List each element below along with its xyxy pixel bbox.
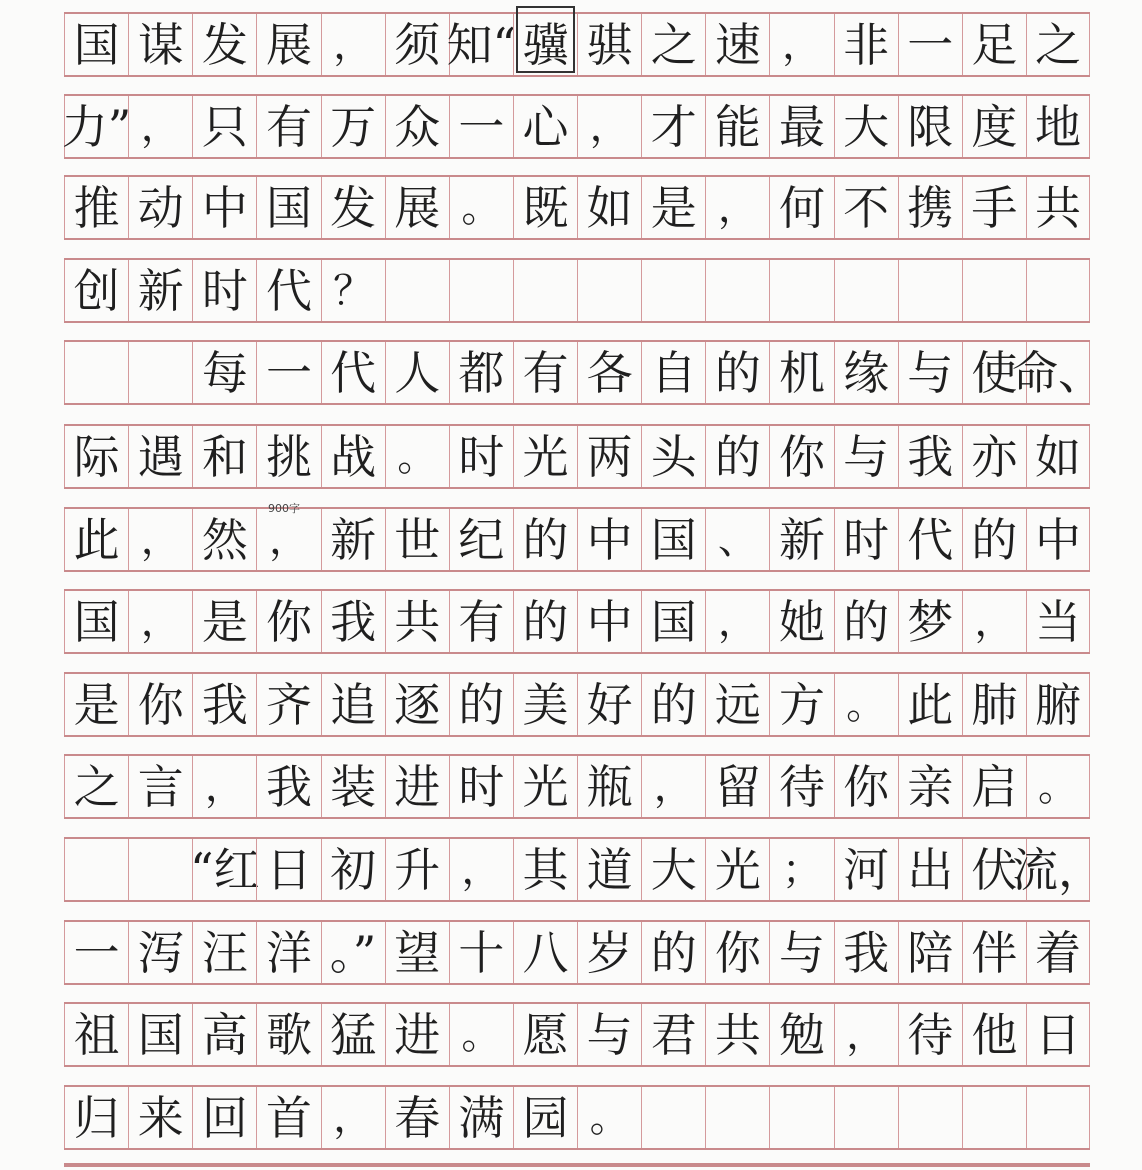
grid-cell: 方 <box>769 674 833 735</box>
grid-cell: 是 <box>64 674 128 735</box>
grid-cell: 中 <box>577 591 641 652</box>
grid-cell: 一 <box>256 342 320 403</box>
grid-cell: 之 <box>641 14 705 75</box>
grid-row <box>64 920 1090 985</box>
grid-cell: 你 <box>705 922 769 983</box>
grid-cell: 非 <box>834 14 898 75</box>
grid-cell: 你 <box>128 674 192 735</box>
grid-cell: 启 <box>962 756 1026 817</box>
grid-cell: 头 <box>641 426 705 487</box>
grid-cell: 亦 <box>962 426 1026 487</box>
grid-cell: ， <box>705 177 769 238</box>
grid-cell: 此 <box>64 509 128 570</box>
grid-cell: 与 <box>898 342 962 403</box>
grid-cell: 共 <box>1026 177 1090 238</box>
grid-cell: 回 <box>192 1087 256 1148</box>
grid-row <box>64 507 1090 572</box>
grid-cell: 的 <box>641 674 705 735</box>
grid-cell: 的 <box>705 426 769 487</box>
grid-cell <box>385 260 449 321</box>
grid-cell: 有 <box>449 591 513 652</box>
grid-cell: 战 <box>321 426 385 487</box>
grid-cell <box>769 1087 833 1148</box>
grid-cell: 光 <box>513 426 577 487</box>
grid-cell: ， <box>641 756 705 817</box>
grid-cell: 着 <box>1026 922 1090 983</box>
grid-cell: 待 <box>769 756 833 817</box>
grid-cell: 八 <box>513 922 577 983</box>
grid-cell: 梦 <box>898 591 962 652</box>
grid-cell: 满 <box>449 1087 513 1148</box>
grid-cell: 创 <box>64 260 128 321</box>
grid-cell: 来 <box>128 1087 192 1148</box>
grid-cell <box>64 839 128 900</box>
grid-row <box>64 1085 1090 1150</box>
grid-bottom-border <box>64 1163 1090 1167</box>
grid-cell: 的 <box>705 342 769 403</box>
grid-cell: 缘 <box>834 342 898 403</box>
grid-cell: 动 <box>128 177 192 238</box>
grid-cell <box>1026 1087 1090 1148</box>
grid-cell: ， <box>192 756 256 817</box>
grid-row <box>64 340 1104 405</box>
grid-cell: 祖 <box>64 1004 128 1065</box>
grid-row <box>64 589 1090 654</box>
grid-cell: 之 <box>64 756 128 817</box>
grid-cell: 能 <box>705 96 769 157</box>
grid-cell: ， <box>128 509 192 570</box>
grid-cell: 的 <box>513 509 577 570</box>
grid-cell: 和 <box>192 426 256 487</box>
grid-cell: 代 <box>256 260 320 321</box>
grid-cell: 新 <box>769 509 833 570</box>
grid-cell: 中 <box>192 177 256 238</box>
grid-cell: 才 <box>641 96 705 157</box>
grid-cell: 手 <box>962 177 1026 238</box>
grid-cell: 勉 <box>769 1004 833 1065</box>
grid-cell: 的 <box>962 509 1026 570</box>
grid-cell: 骐 <box>577 14 641 75</box>
grid-cell: 代 <box>898 509 962 570</box>
grid-cell: 我 <box>898 426 962 487</box>
grid-cell: 新 <box>128 260 192 321</box>
grid-cell: 代 <box>321 342 385 403</box>
grid-cell: 推 <box>64 177 128 238</box>
grid-cell: 。 <box>1026 756 1090 817</box>
grid-cell: 洋 <box>256 922 320 983</box>
grid-cell: 使 <box>962 342 1026 403</box>
grid-row <box>64 754 1090 819</box>
grid-cell: 我 <box>256 756 320 817</box>
grid-cell: 齐 <box>256 674 320 735</box>
grid-cell: 国 <box>64 14 128 75</box>
grid-cell: 她 <box>769 591 833 652</box>
grid-cell: 春 <box>385 1087 449 1148</box>
grid-cell: 愿 <box>513 1004 577 1065</box>
grid-row <box>64 672 1090 737</box>
grid-cell: 猛 <box>321 1004 385 1065</box>
grid-cell: 国 <box>641 509 705 570</box>
grid-cell: 美 <box>513 674 577 735</box>
grid-cell: 言 <box>128 756 192 817</box>
grid-cell: 日 <box>1026 1004 1090 1065</box>
grid-cell: 心 <box>513 96 577 157</box>
grid-cell: 待 <box>898 1004 962 1065</box>
grid-row <box>64 175 1090 240</box>
grid-cell: 归 <box>64 1087 128 1148</box>
grid-cell: ， <box>962 591 1026 652</box>
grid-cell: 只 <box>192 96 256 157</box>
grid-cell <box>128 839 192 900</box>
grid-cell: 。 <box>449 1004 513 1065</box>
grid-cell <box>705 1087 769 1148</box>
grid-cell: 度 <box>962 96 1026 157</box>
grid-cell: 国 <box>128 1004 192 1065</box>
grid-cell: ， <box>705 591 769 652</box>
grid-cell: ， <box>577 96 641 157</box>
grid-cell: 时 <box>449 756 513 817</box>
grid-row <box>61 94 1090 159</box>
grid-cell <box>962 260 1026 321</box>
grid-cell: 骥 <box>513 14 577 75</box>
grid-cell <box>449 260 513 321</box>
grid-cell <box>513 260 577 321</box>
grid-cell: 地 <box>1026 96 1090 157</box>
grid-cell: 肺 <box>962 674 1026 735</box>
grid-cell: 装 <box>321 756 385 817</box>
grid-cell <box>705 260 769 321</box>
grid-cell: 挑 <box>256 426 320 487</box>
grid-cell: 歌 <box>256 1004 320 1065</box>
grid-cell: 。 <box>449 177 513 238</box>
grid-cell: 的 <box>834 591 898 652</box>
grid-cell: 道 <box>577 839 641 900</box>
grid-row <box>64 258 1090 323</box>
grid-cell: 不 <box>834 177 898 238</box>
grid-cell: ， <box>769 14 833 75</box>
grid-cell: 谋 <box>128 14 192 75</box>
grid-cell: 都 <box>449 342 513 403</box>
grid-cell: 其 <box>513 839 577 900</box>
grid-cell: 出 <box>898 839 962 900</box>
grid-cell: 十 <box>449 922 513 983</box>
grid-row <box>64 837 1104 902</box>
grid-cell: 逐 <box>385 674 449 735</box>
grid-cell: 有 <box>513 342 577 403</box>
grid-cell: 如 <box>1026 426 1090 487</box>
grid-cell: 中 <box>1026 509 1090 570</box>
grid-row <box>64 424 1090 489</box>
grid-cell: 国 <box>256 177 320 238</box>
grid-cell: 展 <box>385 177 449 238</box>
grid-cell: 与 <box>577 1004 641 1065</box>
grid-cell: 岁 <box>577 922 641 983</box>
grid-cell: 的 <box>641 922 705 983</box>
grid-cell: 。 <box>577 1087 641 1148</box>
grid-cell: 当 <box>1026 591 1090 652</box>
grid-cell <box>641 260 705 321</box>
grid-cell: 汪 <box>192 922 256 983</box>
grid-cell: 有 <box>256 96 320 157</box>
grid-cell: 你 <box>256 591 320 652</box>
grid-cell: 中 <box>577 509 641 570</box>
grid-cell: 共 <box>705 1004 769 1065</box>
grid-cell: 瓶 <box>577 756 641 817</box>
grid-cell: 高 <box>192 1004 256 1065</box>
grid-cell: 园 <box>513 1087 577 1148</box>
grid-cell: ， <box>128 591 192 652</box>
grid-cell: 流， <box>1026 839 1090 900</box>
grid-cell: 你 <box>769 426 833 487</box>
grid-cell: 共 <box>385 591 449 652</box>
grid-cell: ， <box>834 1004 898 1065</box>
grid-cell: 时 <box>834 509 898 570</box>
grid-cell: 远 <box>705 674 769 735</box>
grid-cell: 一 <box>449 96 513 157</box>
grid-cell: 初 <box>321 839 385 900</box>
grid-cell: 机 <box>769 342 833 403</box>
grid-cell: 进 <box>385 756 449 817</box>
grid-cell: 你 <box>834 756 898 817</box>
grid-cell: 发 <box>192 14 256 75</box>
grid-cell: 命、 <box>1026 342 1090 403</box>
grid-cell: ， <box>256 509 320 570</box>
grid-cell: 遇 <box>128 426 192 487</box>
grid-cell: 首 <box>256 1087 320 1148</box>
grid-cell: 。 <box>834 674 898 735</box>
grid-cell: 各 <box>577 342 641 403</box>
grid-cell <box>64 342 128 403</box>
grid-cell: 此 <box>898 674 962 735</box>
grid-cell: 纪 <box>449 509 513 570</box>
grid-cell: 最 <box>769 96 833 157</box>
grid-cell: 我 <box>321 591 385 652</box>
grid-cell: 足 <box>962 14 1026 75</box>
grid-cell: 限 <box>898 96 962 157</box>
grid-cell: 是 <box>641 177 705 238</box>
grid-cell: 的 <box>513 591 577 652</box>
grid-cell: 时 <box>449 426 513 487</box>
grid-cell: 望 <box>385 922 449 983</box>
grid-cell <box>641 1087 705 1148</box>
grid-cell: 众 <box>385 96 449 157</box>
grid-cell: 我 <box>192 674 256 735</box>
grid-cell: 一 <box>898 14 962 75</box>
grid-cell: 陪 <box>898 922 962 983</box>
grid-cell: 。 <box>385 426 449 487</box>
grid-cell <box>834 1087 898 1148</box>
grid-cell <box>577 260 641 321</box>
grid-cell: 际 <box>64 426 128 487</box>
grid-cell: 泻 <box>128 922 192 983</box>
grid-cell: 每 <box>192 342 256 403</box>
grid-cell: 新 <box>321 509 385 570</box>
grid-cell: ， <box>128 96 192 157</box>
grid-cell: 须 <box>385 14 449 75</box>
grid-cell: 日 <box>256 839 320 900</box>
grid-cell: 之 <box>1026 14 1090 75</box>
grid-cell: 时 <box>192 260 256 321</box>
grid-cell: 人 <box>385 342 449 403</box>
grid-cell: 与 <box>769 922 833 983</box>
grid-cell: 与 <box>834 426 898 487</box>
grid-cell: ， <box>449 839 513 900</box>
grid-cell <box>128 342 192 403</box>
grid-cell: 自 <box>641 342 705 403</box>
grid-cell: 是 <box>192 591 256 652</box>
grid-cell: 留 <box>705 756 769 817</box>
grid-cell: 。” <box>321 922 385 983</box>
grid-cell: 、 <box>705 509 769 570</box>
grid-cell: 光 <box>705 839 769 900</box>
grid-cell: 亲 <box>898 756 962 817</box>
grid-cell: 进 <box>385 1004 449 1065</box>
grid-cell: ； <box>769 839 833 900</box>
grid-cell <box>769 260 833 321</box>
grid-cell: 速 <box>705 14 769 75</box>
grid-cell: 携 <box>898 177 962 238</box>
grid-cell: 他 <box>962 1004 1026 1065</box>
grid-cell <box>962 1087 1026 1148</box>
grid-cell: 的 <box>449 674 513 735</box>
grid-cell: 何 <box>769 177 833 238</box>
grid-cell: 我 <box>834 922 898 983</box>
grid-row <box>64 12 1090 77</box>
grid-cell: 君 <box>641 1004 705 1065</box>
grid-cell: 万 <box>321 96 385 157</box>
grid-cell <box>1026 260 1090 321</box>
grid-cell: 一 <box>64 922 128 983</box>
grid-cell: 腑 <box>1026 674 1090 735</box>
grid-cell: 发 <box>321 177 385 238</box>
grid-cell: 然 <box>192 509 256 570</box>
grid-cell: 如 <box>577 177 641 238</box>
grid-cell: 展 <box>256 14 320 75</box>
grid-cell: 国 <box>641 591 705 652</box>
grid-cell: “红 <box>192 839 256 900</box>
grid-cell <box>898 1087 962 1148</box>
grid-cell: 世 <box>385 509 449 570</box>
grid-cell <box>834 260 898 321</box>
grid-cell <box>898 260 962 321</box>
grid-cell: ？ <box>321 260 385 321</box>
grid-cell: 知“ <box>449 14 513 75</box>
grid-cell: 大 <box>641 839 705 900</box>
grid-cell: 伏 <box>962 839 1026 900</box>
grid-cell: ， <box>321 14 385 75</box>
grid-cell: 好 <box>577 674 641 735</box>
grid-cell: ， <box>321 1087 385 1148</box>
grid-cell: 大 <box>834 96 898 157</box>
grid-cell: 河 <box>834 839 898 900</box>
grid-cell: 光 <box>513 756 577 817</box>
word-count-marker: 900字 <box>268 502 300 515</box>
grid-cell: 两 <box>577 426 641 487</box>
grid-cell: 国 <box>64 591 128 652</box>
grid-cell: 既 <box>513 177 577 238</box>
grid-cell: 升 <box>385 839 449 900</box>
grid-row <box>64 1002 1090 1067</box>
grid-cell: 力” <box>64 96 128 157</box>
grid-cell: 伴 <box>962 922 1026 983</box>
grid-cell: 追 <box>321 674 385 735</box>
